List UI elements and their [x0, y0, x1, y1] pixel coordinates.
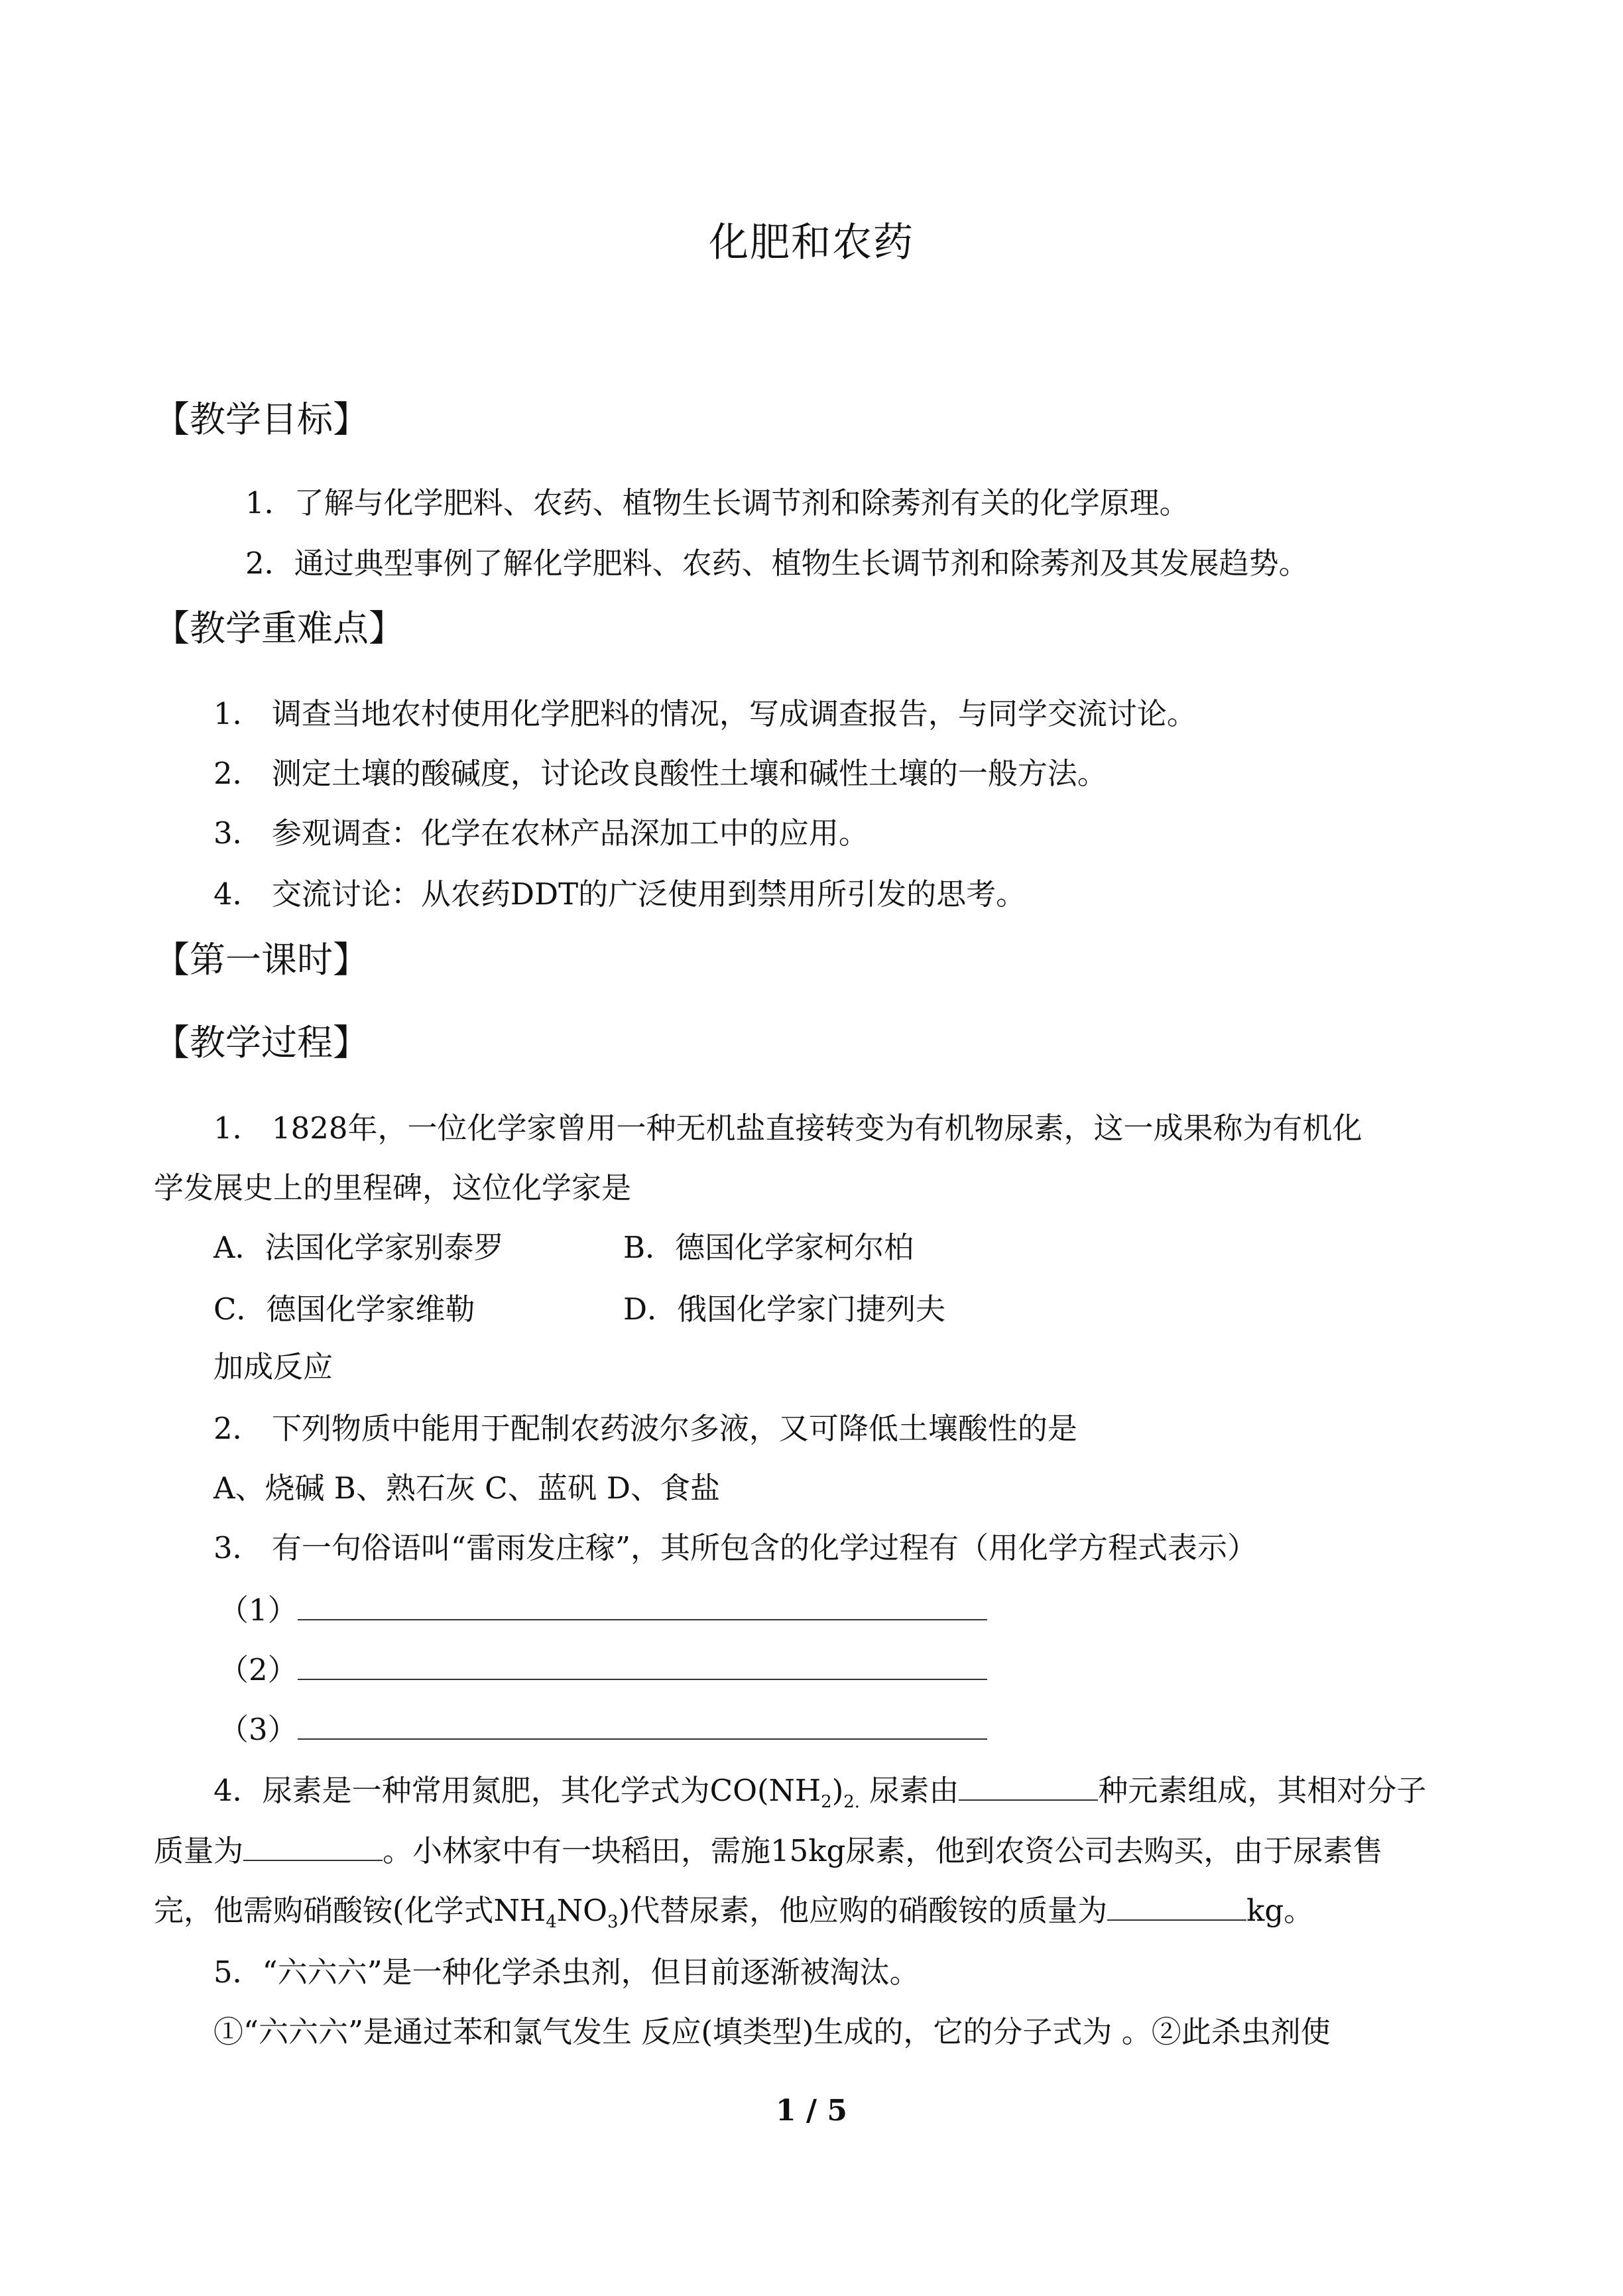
page-title: 化肥和农药 — [709, 219, 914, 266]
page-number: 1 / 5 — [776, 2094, 847, 2128]
answer-blank[interactable] — [959, 1799, 1098, 1801]
question-4-line: 4．尿素是一种常用氮肥，其化学式为$CO(NH_2)_{2.}$ 尿素由 种元素组成，其相对分子 — [213, 1773, 1427, 1812]
option-d: D．俄国化学家门捷列夫 — [623, 1292, 946, 1327]
blank-label: （2） — [219, 1652, 298, 1687]
question-4-line: 质量为 。小林家中有一块稻田，需施15kg尿素，他到农资公司去购买，由于尿素售 — [154, 1833, 1383, 1868]
question-1-line: 1． 1828年，一位化学家曾用一种无机盐直接转变为有机物尿素，这一成果称为有机化 — [213, 1111, 1362, 1146]
option-a: A．法国化学家别泰罗 — [213, 1230, 504, 1265]
answer-blank-1[interactable] — [219, 1586, 987, 1629]
question-2-line: 2． 下列物质中能用于配制农药波尔多液，又可降低土壤酸性的是 — [213, 1411, 1077, 1446]
option-c: C．德国化学家维勒 — [213, 1292, 475, 1327]
question-5-line: 5．“六六六”是一种化学杀虫剂，但目前逐渐被淘汰。 — [213, 1955, 920, 1990]
section-heading-lesson: 【第一课时】 — [154, 939, 369, 981]
keypoint-item: 1． 调查当地农村使用化学肥料的情况，写成调查报告，与同学交流讨论。 — [213, 696, 1197, 731]
option-b: B．德国化学家柯尔柏 — [623, 1230, 914, 1265]
question-3-line: 3． 有一句俗语叫“雷雨发庄稼”，其所包含的化学过程有（用化学方程式表示） — [213, 1530, 1257, 1565]
keypoint-item: 3． 参观调查：化学在农林产品深加工中的应用。 — [213, 816, 869, 851]
question-2-options: A、烧碱 B、熟石灰 C、蓝矾 D、食盐 — [213, 1471, 720, 1506]
answer-blank-3[interactable] — [219, 1705, 987, 1748]
answer-blank-2[interactable] — [219, 1646, 987, 1689]
keypoint-item: 2． 测定土壤的酸碱度，讨论改良酸性土壤和碱性土壤的一般方法。 — [213, 756, 1107, 791]
goal-item: 1．了解与化学肥料、农药、植物生长调节剂和除莠剂有关的化学原理。 — [245, 485, 1189, 520]
note-text: 加成反应 — [213, 1349, 333, 1384]
question-5-line: ①“六六六”是通过苯和氯气发生 反应(填类型)生成的，它的分子式为 。②此杀虫剂使 — [213, 2014, 1331, 2049]
section-heading-keypoints: 【教学重难点】 — [154, 607, 404, 649]
section-heading-process: 【教学过程】 — [154, 1022, 369, 1063]
question-1-line: 学发展史上的里程碑，这位化学家是 — [154, 1170, 632, 1205]
answer-blank[interactable] — [243, 1860, 383, 1861]
section-heading-goals: 【教学目标】 — [154, 398, 369, 440]
question-4-line: 完，他需购硝酸铵(化学式$NH_4NO_3$)代替尿素，他应购的硝酸铵的质量为 kg。 — [154, 1893, 1314, 1932]
keypoint-item: 4． 交流讨论：从农药DDT的广泛使用到禁用所引发的思考。 — [213, 876, 1026, 912]
answer-blank[interactable] — [1107, 1919, 1246, 1921]
goal-item: 2．通过典型事例了解化学肥料、农药、植物生长调节剂和除莠剂及其发展趋势。 — [245, 546, 1309, 581]
blank-label: （1） — [219, 1593, 298, 1628]
blank-label: （3） — [219, 1712, 298, 1747]
